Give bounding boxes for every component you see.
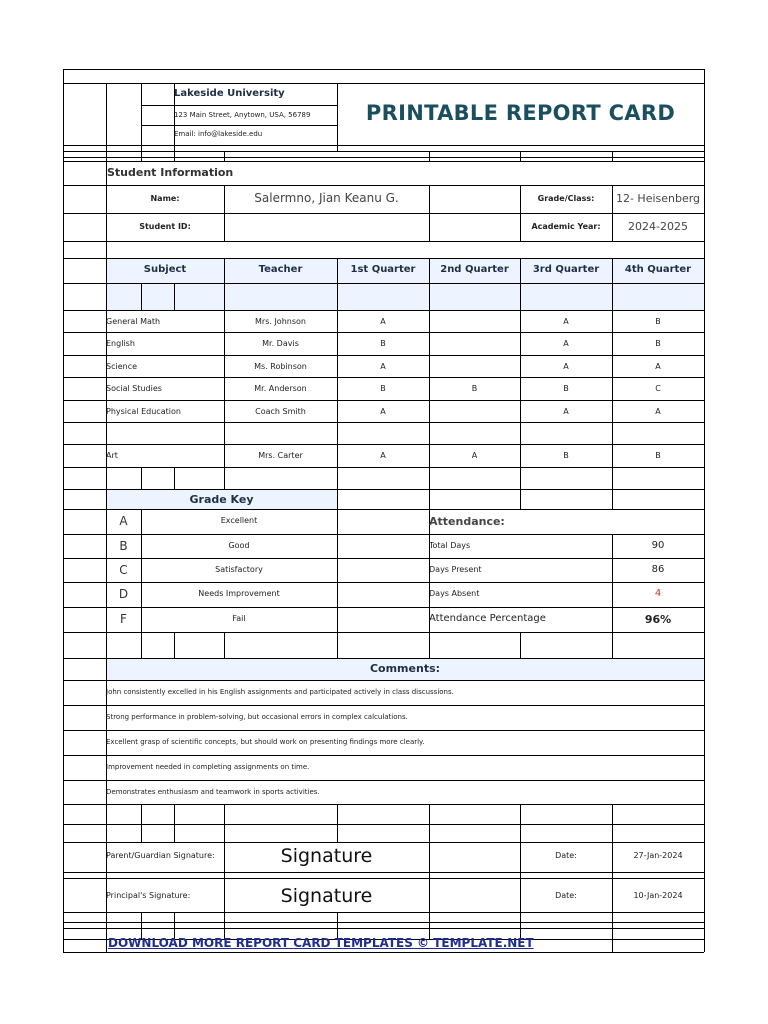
download-templates-link[interactable]: DOWNLOAD MORE REPORT CARD TEMPLATES © TEMPLATE.NET bbox=[108, 936, 534, 950]
grade-key-meaning: Good bbox=[228, 541, 250, 550]
grid-line-h bbox=[63, 607, 704, 608]
grid-line-h bbox=[63, 558, 704, 559]
cell-q1[interactable]: B bbox=[380, 384, 386, 393]
col-header-q3: 3rd Quarter bbox=[532, 264, 600, 275]
comments-heading: Comments: bbox=[369, 662, 441, 675]
grid-line-h bbox=[63, 842, 704, 843]
grid-line-v bbox=[612, 489, 613, 509]
cell-subject[interactable]: Social Studies bbox=[106, 384, 162, 393]
grid-line-v bbox=[429, 804, 430, 842]
academic-year-label: Academic Year: bbox=[531, 222, 601, 231]
cell-subject[interactable]: Physical Education bbox=[106, 407, 181, 416]
grid-line-h bbox=[63, 912, 704, 913]
col-header-q2: 2nd Quarter bbox=[440, 264, 509, 275]
grade-key-meaning: Fail bbox=[232, 614, 246, 623]
grid-line-h bbox=[63, 83, 704, 84]
principal-date[interactable]: 10-Jan-2024 bbox=[633, 891, 683, 900]
grid-line-h bbox=[63, 705, 704, 706]
principal-signature[interactable]: Signature bbox=[280, 885, 373, 907]
grid-line-h bbox=[63, 952, 704, 953]
cell-teacher[interactable]: Ms. Robinson bbox=[254, 362, 307, 371]
student-info-heading: Student Information bbox=[107, 166, 234, 179]
cell-q1[interactable]: B bbox=[380, 339, 386, 348]
grid-line-h bbox=[63, 680, 704, 681]
col-header-q1: 1st Quarter bbox=[350, 264, 416, 275]
principal-date-label: Date: bbox=[555, 891, 577, 900]
academic-year-value[interactable]: 2024-2025 bbox=[628, 220, 688, 233]
cell-q3[interactable]: A bbox=[563, 317, 569, 326]
report-card-sheet bbox=[63, 69, 704, 952]
parent-date-label: Date: bbox=[555, 851, 577, 860]
grid-line-h bbox=[63, 534, 704, 535]
grid-line-v bbox=[174, 467, 175, 489]
grid-line-h bbox=[63, 157, 704, 158]
cell-q1[interactable]: A bbox=[380, 451, 386, 460]
grade-key-meaning: Satisfactory bbox=[215, 565, 263, 574]
grade-key-heading: Grade Key bbox=[189, 493, 254, 506]
cell-teacher[interactable]: Coach Smith bbox=[255, 407, 306, 416]
name-value[interactable]: Salermno, Jian Keanu G. bbox=[254, 191, 399, 205]
grid-line-v bbox=[612, 151, 613, 161]
grid-line-h bbox=[63, 922, 704, 923]
school-name: Lakeside University bbox=[174, 88, 285, 99]
grid-line-v bbox=[224, 912, 225, 939]
grid-line-v bbox=[224, 151, 225, 161]
grid-line-h bbox=[63, 422, 704, 423]
grid-line-h bbox=[63, 241, 704, 242]
cell-subject[interactable]: General Math bbox=[106, 317, 161, 326]
grid-line-h bbox=[63, 310, 704, 311]
grid-line-v bbox=[520, 912, 521, 939]
grid-line-h bbox=[63, 730, 704, 731]
grid-line-h bbox=[63, 582, 704, 583]
grid-line-v bbox=[174, 283, 175, 310]
parent-signature-label: Parent/Guardian Signature: bbox=[106, 851, 215, 860]
grid-line-v bbox=[429, 185, 430, 241]
comment-line[interactable]: John consistently excelled in his English assignments and participated actively in class discussions. bbox=[106, 688, 454, 696]
cell-subject[interactable]: English bbox=[106, 339, 135, 348]
grid-line-h bbox=[63, 400, 704, 401]
page-title: PRINTABLE REPORT CARD bbox=[365, 101, 676, 125]
grid-line-h bbox=[141, 125, 337, 126]
grid-line-h bbox=[63, 824, 704, 825]
cell-q1[interactable]: A bbox=[380, 362, 386, 371]
grid-line-v bbox=[63, 69, 64, 952]
cell-teacher[interactable]: Mrs. Johnson bbox=[255, 317, 306, 326]
grid-line-v bbox=[174, 804, 175, 842]
grid-line-v bbox=[429, 912, 430, 939]
grid-line-h bbox=[63, 509, 704, 510]
cell-subject[interactable]: Art bbox=[106, 451, 118, 460]
principal-signature-label: Principal's Signature: bbox=[106, 891, 191, 900]
cell-q3[interactable]: B bbox=[563, 384, 569, 393]
parent-signature[interactable]: Signature bbox=[280, 845, 373, 867]
grid-line-h bbox=[63, 467, 704, 468]
grid-line-v bbox=[520, 489, 521, 509]
cell-q4[interactable]: A bbox=[655, 407, 661, 416]
grid-line-h bbox=[63, 489, 704, 490]
cell-q4[interactable]: B bbox=[655, 317, 661, 326]
grid-line-v bbox=[520, 804, 521, 842]
grid-line-v bbox=[704, 69, 705, 952]
grade-key-letter: B bbox=[119, 539, 128, 553]
attendance-label: Days Present bbox=[429, 565, 482, 574]
grid-line-h bbox=[63, 355, 704, 356]
grade-key-letter: C bbox=[119, 563, 128, 577]
cell-q4[interactable]: A bbox=[655, 362, 661, 371]
grid-line-v bbox=[612, 912, 613, 939]
name-label: Name: bbox=[150, 194, 180, 203]
grid-line-v bbox=[520, 151, 521, 161]
cell-teacher[interactable]: Mr. Anderson bbox=[254, 384, 307, 393]
grid-line-h bbox=[63, 872, 704, 873]
parent-date[interactable]: 27-Jan-2024 bbox=[633, 851, 683, 860]
attendance-value[interactable]: 4 bbox=[654, 588, 662, 599]
cell-q3[interactable]: A bbox=[563, 339, 569, 348]
grid-line-h bbox=[63, 658, 704, 659]
grid-line-v bbox=[141, 509, 142, 658]
grid-line-h bbox=[63, 145, 704, 146]
grid-line-h bbox=[63, 69, 704, 70]
grade-key-letter: F bbox=[120, 612, 127, 626]
cell-q4[interactable]: B bbox=[655, 451, 661, 460]
cell-q4[interactable]: B bbox=[655, 339, 661, 348]
col-header-teacher: Teacher bbox=[258, 264, 303, 275]
grid-line-v bbox=[337, 912, 338, 939]
grid-line-h bbox=[63, 878, 704, 879]
grade-label: Grade/Class: bbox=[537, 194, 595, 203]
grid-line-h bbox=[63, 780, 704, 781]
col-header-q4: 4th Quarter bbox=[624, 264, 692, 275]
attendance-value[interactable]: 86 bbox=[651, 564, 665, 575]
cell-q1[interactable]: A bbox=[380, 407, 386, 416]
grid-line-v bbox=[141, 467, 142, 489]
attendance-label: Attendance Percentage bbox=[429, 613, 546, 624]
grid-line-v bbox=[429, 842, 430, 912]
student-id-label: Student ID: bbox=[139, 222, 191, 231]
grid-line-v bbox=[520, 632, 521, 658]
cell-q2[interactable]: A bbox=[471, 451, 478, 460]
grid-line-v bbox=[520, 185, 521, 241]
grid-line-h bbox=[63, 151, 704, 152]
grid-line-h bbox=[63, 804, 704, 805]
grid-line-h bbox=[63, 755, 704, 756]
cell-q3[interactable]: A bbox=[563, 362, 569, 371]
col-header-subject: Subject bbox=[143, 264, 187, 275]
attendance-value[interactable]: 96% bbox=[644, 613, 672, 626]
comment-line[interactable]: Improvement needed in completing assignments on time. bbox=[106, 763, 310, 771]
cell-q1[interactable]: A bbox=[380, 317, 386, 326]
grid-line-v bbox=[174, 632, 175, 658]
grid-line-v bbox=[224, 632, 225, 658]
grid-line-v bbox=[224, 804, 225, 842]
grid-line-v bbox=[337, 489, 338, 658]
grid-line-h bbox=[63, 444, 704, 445]
school-email: Email: info@lakeside.edu bbox=[174, 130, 263, 138]
grid-line-h bbox=[63, 632, 704, 633]
grade-key-letter: D bbox=[118, 587, 129, 601]
cell-subject[interactable]: Science bbox=[106, 362, 138, 371]
grid-line-v bbox=[141, 283, 142, 310]
school-address: 123 Main Street, Anytown, USA, 56789 bbox=[174, 111, 311, 119]
grid-line-v bbox=[337, 804, 338, 842]
grid-line-h bbox=[63, 185, 704, 186]
grade-value[interactable]: 12- Heisenberg bbox=[615, 192, 701, 205]
grid-line-h bbox=[63, 283, 704, 284]
grid-line-v bbox=[612, 939, 613, 952]
grid-line-h bbox=[141, 105, 337, 106]
grades-subheader-fill bbox=[106, 283, 704, 310]
comment-line[interactable]: Demonstrates enthusiasm and teamwork in sports activities. bbox=[106, 788, 320, 796]
grid-line-h bbox=[63, 332, 704, 333]
grid-line-v bbox=[141, 804, 142, 842]
grid-line-h bbox=[63, 161, 704, 162]
grid-line-v bbox=[429, 151, 430, 161]
cell-q3[interactable]: A bbox=[563, 407, 569, 416]
grid-line-h bbox=[63, 928, 704, 929]
grid-line-h bbox=[63, 377, 704, 378]
cell-teacher[interactable]: Mr. Davis bbox=[262, 339, 299, 348]
attendance-label: Days Absent bbox=[429, 589, 480, 598]
cell-q2[interactable]: B bbox=[471, 384, 478, 393]
attendance-heading: Attendance: bbox=[429, 515, 505, 528]
attendance-label: Total Days bbox=[429, 541, 471, 550]
attendance-value[interactable]: 90 bbox=[651, 540, 665, 551]
cell-teacher[interactable]: Mrs. Carter bbox=[258, 451, 303, 460]
grid-line-h bbox=[63, 258, 704, 259]
cell-q3[interactable]: B bbox=[563, 451, 569, 460]
grid-line-v bbox=[141, 912, 142, 939]
grade-key-meaning: Excellent bbox=[220, 516, 258, 525]
grid-line-v bbox=[174, 912, 175, 939]
grid-line-v bbox=[612, 804, 613, 842]
comment-line[interactable]: Excellent grasp of scientific concepts, but should work on presenting findings more clearly. bbox=[106, 738, 425, 746]
cell-q4[interactable]: C bbox=[655, 384, 661, 393]
comment-line[interactable]: Strong performance in problem-solving, but occasional errors in complex calculations. bbox=[106, 713, 408, 721]
grid-line-v bbox=[141, 83, 142, 161]
grid-line-h bbox=[63, 213, 704, 214]
grade-key-meaning: Needs Improvement bbox=[198, 589, 280, 598]
grade-key-letter: A bbox=[119, 514, 128, 528]
